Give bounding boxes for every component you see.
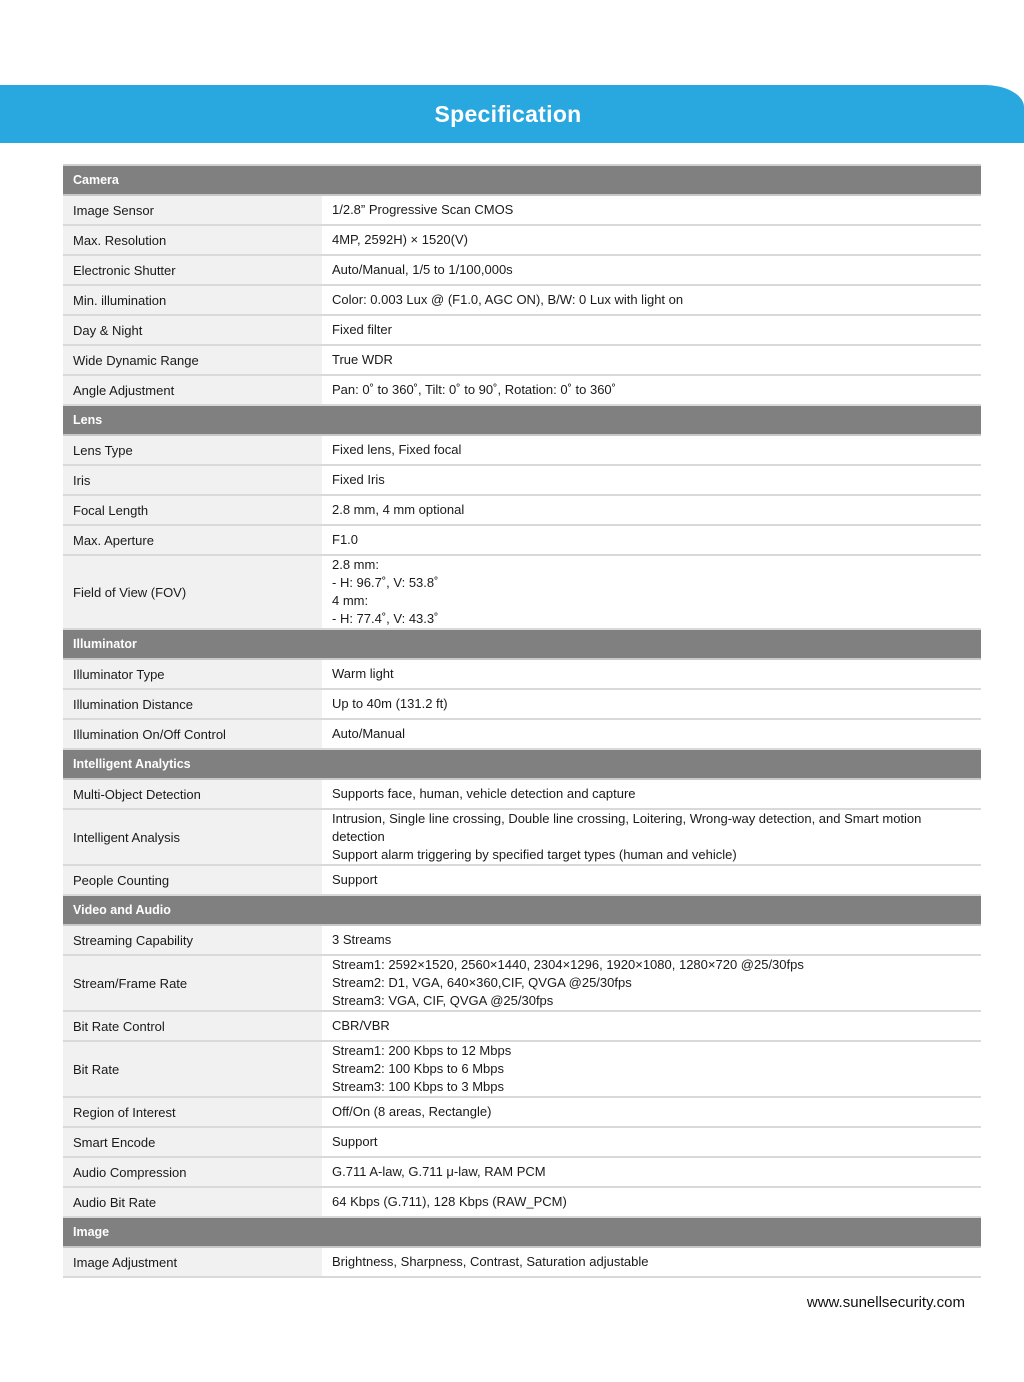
spec-value: [322, 196, 981, 224]
section-header: Illuminator: [63, 630, 981, 660]
spec-row: [63, 286, 981, 316]
spec-value-line: 4 mm:: [332, 593, 369, 608]
spec-value-line: Stream2: D1, VGA, 640×360,CIF, QVGA @25/30fps: [332, 975, 632, 990]
spec-row: [63, 1042, 981, 1098]
spec-row: [63, 780, 981, 810]
spec-value-line: CBR/VBR: [332, 1018, 390, 1033]
spec-label: Focal Length: [63, 496, 322, 524]
section-header: Lens: [63, 406, 981, 436]
spec-label: Region of Interest: [63, 1098, 322, 1126]
spec-label: Iris: [63, 466, 322, 494]
spec-value-line: Off/On (8 areas, Rectangle): [332, 1104, 492, 1119]
spec-label: Day & Night: [63, 316, 322, 344]
spec-value: [322, 660, 981, 688]
spec-value-line: 64 Kbps (G.711), 128 Kbps (RAW_PCM): [332, 1194, 567, 1209]
spec-value: [322, 720, 981, 748]
spec-row: [63, 226, 981, 256]
spec-value: [322, 376, 981, 404]
spec-label: Wide Dynamic Range: [63, 346, 322, 374]
spec-value-line: 1/2.8” Progressive Scan CMOS: [332, 202, 514, 217]
spec-value: [322, 556, 981, 628]
spec-row: [63, 436, 981, 466]
spec-value: [322, 956, 981, 1010]
spec-row: [63, 810, 981, 866]
spec-value-line: - H: 96.7˚, V: 53.8˚: [332, 575, 439, 590]
spec-value-line: Intrusion, Single line crossing, Double line crossing, Loitering, Wrong-way detection, and Smart motion: [332, 811, 922, 826]
spec-value: [322, 496, 981, 524]
spec-row: [63, 720, 981, 750]
spec-label: Bit Rate Control: [63, 1012, 322, 1040]
spec-value-line: True WDR: [332, 352, 393, 367]
spec-value: [322, 466, 981, 494]
spec-value-line: Fixed filter: [332, 322, 392, 337]
spec-row: [63, 690, 981, 720]
website-link[interactable]: www.sunellsecurity.com: [806, 1294, 965, 1311]
spec-row: [63, 1098, 981, 1128]
spec-value-line: - H: 77.4˚, V: 43.3˚: [332, 611, 439, 626]
spec-value-line: Support alarm triggering by specified target types (human and vehicle): [332, 847, 737, 862]
spec-value: [322, 1098, 981, 1126]
spec-row: [63, 660, 981, 690]
spec-value-line: Stream3: 100 Kbps to 3 Mbps: [332, 1079, 504, 1094]
specification-table: [63, 164, 981, 1278]
spec-value: [322, 1248, 981, 1276]
spec-label: Max. Resolution: [63, 226, 322, 254]
spec-label: Image Adjustment: [63, 1248, 322, 1276]
spec-value-line: Support: [332, 1134, 378, 1149]
spec-row: [63, 956, 981, 1012]
spec-value-line: Color: 0.003 Lux @ (F1.0, AGC ON), B/W: 0 Lux with light on: [332, 292, 684, 307]
spec-value: [322, 690, 981, 718]
spec-value-line: Stream1: 200 Kbps to 12 Mbps: [332, 1043, 512, 1058]
spec-label: Illumination On/Off Control: [63, 720, 322, 748]
spec-value: [322, 866, 981, 894]
spec-label: Audio Compression: [63, 1158, 322, 1186]
spec-value-line: 3 Streams: [332, 932, 392, 947]
spec-value-line: Stream1: 2592×1520, 2560×1440, 2304×1296, 1920×1080, 1280×720 @25/30fps: [332, 957, 804, 972]
header-banner: [0, 85, 1024, 143]
spec-label: Smart Encode: [63, 1128, 322, 1156]
spec-value-line: Warm light: [332, 666, 394, 681]
spec-value: [322, 1128, 981, 1156]
spec-value: [322, 780, 981, 808]
spec-value: [322, 1012, 981, 1040]
spec-value-line: 4MP, 2592H) × 1520(V): [332, 232, 468, 247]
spec-label: Angle Adjustment: [63, 376, 322, 404]
spec-label: Stream/Frame Rate: [63, 956, 322, 1010]
spec-value: [322, 346, 981, 374]
spec-label: Audio Bit Rate: [63, 1188, 322, 1216]
spec-row: [63, 256, 981, 286]
spec-label: Multi-Object Detection: [63, 780, 322, 808]
spec-value-line: Fixed Iris: [332, 472, 385, 487]
page-title: Specification: [434, 100, 582, 127]
spec-row: [63, 376, 981, 406]
section-header: Camera: [63, 166, 981, 196]
spec-value: [322, 526, 981, 554]
spec-row: [63, 926, 981, 956]
spec-label: Streaming Capability: [63, 926, 322, 954]
spec-value: [322, 810, 981, 864]
spec-value-line: Support: [332, 872, 378, 887]
spec-value-line: Brightness, Sharpness, Contrast, Saturation adjustable: [332, 1254, 649, 1269]
spec-value-line: 2.8 mm:: [332, 557, 379, 572]
spec-label: Lens Type: [63, 436, 322, 464]
spec-row: [63, 466, 981, 496]
spec-value-line: Fixed lens, Fixed focal: [332, 442, 462, 457]
spec-row: [63, 526, 981, 556]
spec-value-line: Auto/Manual: [332, 726, 405, 741]
spec-row: [63, 556, 981, 630]
spec-value: [322, 286, 981, 314]
spec-label: Field of View (FOV): [63, 556, 322, 628]
spec-row: [63, 1128, 981, 1158]
spec-value: [322, 1158, 981, 1186]
spec-row: [63, 1248, 981, 1278]
spec-value-line: Auto/Manual, 1/5 to 1/100,000s: [332, 262, 513, 277]
spec-row: [63, 1158, 981, 1188]
spec-value-line: detection: [332, 829, 385, 844]
spec-row: [63, 496, 981, 526]
spec-row: [63, 1012, 981, 1042]
section-header: Video and Audio: [63, 896, 981, 926]
spec-value: [322, 1188, 981, 1216]
spec-value-line: 2.8 mm, 4 mm optional: [332, 502, 465, 517]
spec-label: Max. Aperture: [63, 526, 322, 554]
spec-label: Min. illumination: [63, 286, 322, 314]
spec-value-line: G.711 A-law, G.711 μ-law, RAM PCM: [332, 1164, 546, 1179]
spec-label: Image Sensor: [63, 196, 322, 224]
spec-value-line: Stream3: VGA, CIF, QVGA @25/30fps: [332, 993, 554, 1008]
spec-label: Electronic Shutter: [63, 256, 322, 284]
spec-row: [63, 316, 981, 346]
spec-row: [63, 866, 981, 896]
spec-row: [63, 1188, 981, 1218]
section-header: Intelligent Analytics: [63, 750, 981, 780]
spec-value-line: F1.0: [332, 532, 359, 547]
spec-value: [322, 226, 981, 254]
spec-value-line: Supports face, human, vehicle detection and capture: [332, 786, 636, 801]
spec-value: [322, 926, 981, 954]
spec-label: Illumination Distance: [63, 690, 322, 718]
spec-row: [63, 196, 981, 226]
section-header: Image: [63, 1218, 981, 1248]
spec-value: [322, 256, 981, 284]
spec-value-line: Up to 40m (131.2 ft): [332, 696, 448, 711]
spec-label: Intelligent Analysis: [63, 810, 322, 864]
spec-row: [63, 346, 981, 376]
spec-value-line: Pan: 0˚ to 360˚, Tilt: 0˚ to 90˚, Rotation: 0˚ to 360˚: [332, 382, 616, 397]
spec-label: People Counting: [63, 866, 322, 894]
spec-value: [322, 436, 981, 464]
spec-label: Illuminator Type: [63, 660, 322, 688]
spec-value: [322, 316, 981, 344]
spec-value: [322, 1042, 981, 1096]
spec-label: Bit Rate: [63, 1042, 322, 1096]
spec-value-line: Stream2: 100 Kbps to 6 Mbps: [332, 1061, 504, 1076]
